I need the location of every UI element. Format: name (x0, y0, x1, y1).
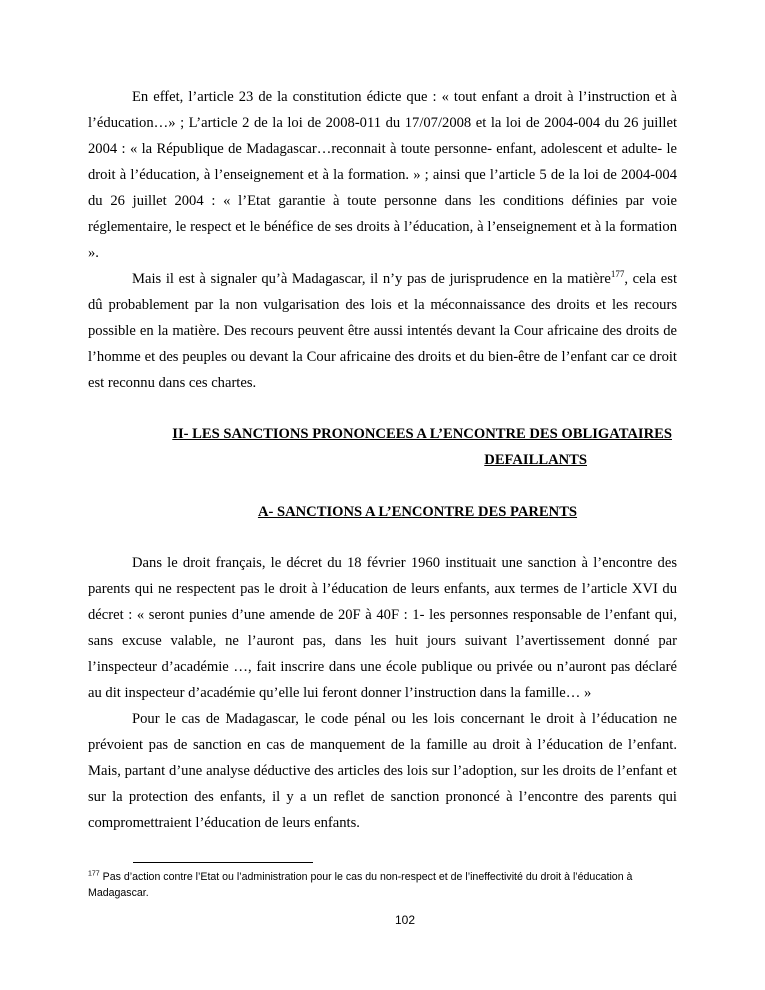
paragraph-jurisprudence (88, 266, 677, 396)
paragraph-constitution: En effet, l’article 23 de la constitution édicte que : « tout enfant a droit à l’instruction et à l’éducation…» ; L’article 2 de la loi de 2008-011 du 17/07/2008 et la loi de 2004-004 du 26 juillet 2004 : « la République de Madagascar…reconnait à toute personne- enfant, adolescent et adulte- le droit à l’éducation, à l’enseignement et à la formation. » ; ainsi que l’article 5 de la loi de 2004-004 du 26 juillet 2004 : « l’Etat garantie à toute personne dans les conditions définies par voie réglementaire, le respect et le bénéfice de ses droits à l’éducation, à l’enseignement et à la formation ». (88, 89, 677, 261)
paragraph-jurisprudence-text-end: , cela est dû probablement par la non vulgarisation des lois et la méconnaissance des droits et les recours possible en la matière. Des recours peuvent être aussi intentés devant la Cour africaine des droits de l’homme et des peuples ou devant la Cour africaine des droits et du bien-être de l’enfant car ce droit est reconnu dans ces chartes. (88, 271, 677, 391)
paragraph-jurisprudence-text-start: Mais il est à signaler qu’à Madagascar, il n’y pas de jurisprudence en la matière (132, 271, 611, 287)
section-heading (150, 421, 672, 473)
footnote-text: Pas d’action contre l’Etat ou l’administration pour le cas du non-respect et de l’ineffectivité du droit à l’éducation à Madagascar. (88, 871, 633, 899)
footnote-reference: 177 (610, 269, 625, 280)
footnote (88, 869, 677, 901)
subsection-heading: A- SANCTIONS A L’ENCONTRE DES PARENTS (257, 504, 578, 520)
footnote-number: 177 (88, 870, 100, 878)
page-number: 102 (394, 913, 416, 927)
paragraph-french-law: Dans le droit français, le décret du 18 février 1960 instituait une sanction à l’encontre des parents qui ne respectent pas le droit à l’éducation de leurs enfants, aux termes de l’article XVI du décret : « seront punies d’une amende de 20F à 40F : 1- les personnes responsable de l’enfant qui, sans excuse valable, ne l’auront pas, dans les huit jours suivant l’avertissement donné par l’inspecteur d’académie …, fait inscrire dans une école publique ou privée ou n’auront pas déclaré au dit inspecteur d’académie qu’elle lui feront donner l’instruction dans la famille… » (88, 555, 677, 701)
paragraph-madagascar: Pour le cas de Madagascar, le code pénal ou les lois concernant le droit à l’éducation ne prévoient pas de sanction en cas de manquement de la famille au droit à l’éducation de l’enfant. Mais, partant d’une analyse déductive des articles des lois sur l’adoption, sur les droits de l’enfant et sur la protection des enfants, il y a un reflet de sanction prononcé à l’encontre des parents qui compromettraient l’éducation de leurs enfants. (88, 711, 677, 831)
footnote-separator (133, 862, 313, 863)
section-heading-line-2: DEFAILLANTS (484, 452, 587, 468)
section-heading-line-1: II- LES SANCTIONS PRONONCEES A L’ENCONTRE DES OBLIGATAIRES (172, 426, 672, 442)
